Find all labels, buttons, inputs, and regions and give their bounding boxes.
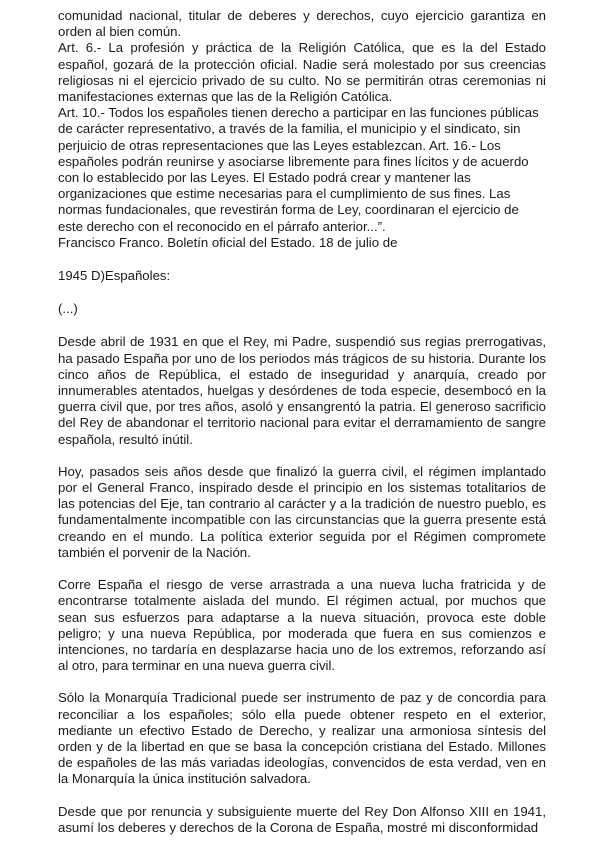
paragraph-3: Corre España el riesgo de verse arrastrada a una nueva lucha fratricida y de encontrarse totalmente aislada del mundo. El régimen actual, por muchos que sean sus esfuerzos para adaptarse a la nueva situación, provoca este doble peligro; y una nueva República, por moderada que fuera en sus comienzos e intenciones, no tardaría en desplazarse hacia uno de los extremos, reforzando así al otro, para terminar en una nueva guerra civil.	[58, 577, 546, 674]
ellipsis-marker: (...)	[58, 301, 78, 317]
paragraph-5: Desde que por renuncia y subsiguiente muerte del Rey Don Alfonso XIII en 1941, asumí los deberes y derechos de la Corona de España, mostré mi disconformidad	[58, 803, 546, 835]
section-heading: 1945 D)Españoles:	[58, 268, 171, 284]
paragraph-4: Sólo la Monarquía Tradicional puede ser instrumento de paz y de concordia para reconciliar a los españoles; sólo ella puede obtener respeto en el exterior, mediante un efectivo Estado de Derecho, y realizar una armoniosa síntesis del orden y de la libertad en que se basa la concepción cristiana del Estado. Millones de españoles de las más variadas ideologías, convencidos de esta verdad, ven en la Monarquía la única institución salvadora.	[58, 690, 546, 787]
article-10-16: Art. 10.- Todos los españoles tienen derecho a participar en las funciones públicas de carácter representativo, a través de la familia, el municipio y el sindicato, sin perjuicio de otras representaciones que las Leyes establezcan. Art. 16.- Los españoles podrán reunirse y asociarse libremente para fines lícitos y de acuerdo con lo establecido por las Leyes. El Estado podrá crear y mantener las organizaciones que estime necesarias para el cumplimiento de sus fines. Las normas fundacionales, que revestirán forma de Ley, coordinaran el ejercicio de este derecho con el reconocido en el párrafo anterior...”.	[58, 105, 539, 234]
text-continuation: comunidad nacional, titular de deberes y derechos, cuyo ejercicio garantiza en orden al bien común.	[58, 8, 546, 40]
document-page	[58, 8, 546, 836]
article-6: Art. 6.- La profesión y práctica de la Religión Católica, que es la del Estado español, gozará de la protección oficial. Nadie será molestado por sus creencias religiosas ni el ejercicio privado de su culto. No se permitirán otras ceremonias ni manifestaciones externas que las de la Religión Católica.	[58, 40, 546, 105]
paragraph-1: Desde abril de 1931 en que el Rey, mi Padre, suspendió sus regias prerrogativas, ha pasado España por uno de los periodos más trágicos de su historia. Durante los cinco años de República, el estado de inseguridad y anarquía, creado por innumerables atentados, huelgas y desórdenes de toda especie, desembocó en la guerra civil que, por tres años, asoló y ensangrentó la patria. El generoso sacrificio del Rey de abandonar el territorio nacional para evitar el derramamiento de sangre española, resultó inútil.	[58, 334, 546, 447]
citation-line: Francisco Franco. Boletín oficial del Estado. 18 de julio de	[58, 234, 398, 250]
paragraph-2: Hoy, pasados seis años desde que finalizó la guerra civil, el régimen implantado por el General Franco, inspirado desde el principio en los sistemas totalitarios de las potencias del Eje, tan contrario al carácter y a la tradición de nuestro pueblo, es fundamentalmente incompatible con las circunstancias que la guerra presente está creando en el mundo. La política exterior seguida por el Régimen compromete también el porvenir de la Nación.	[58, 463, 546, 560]
